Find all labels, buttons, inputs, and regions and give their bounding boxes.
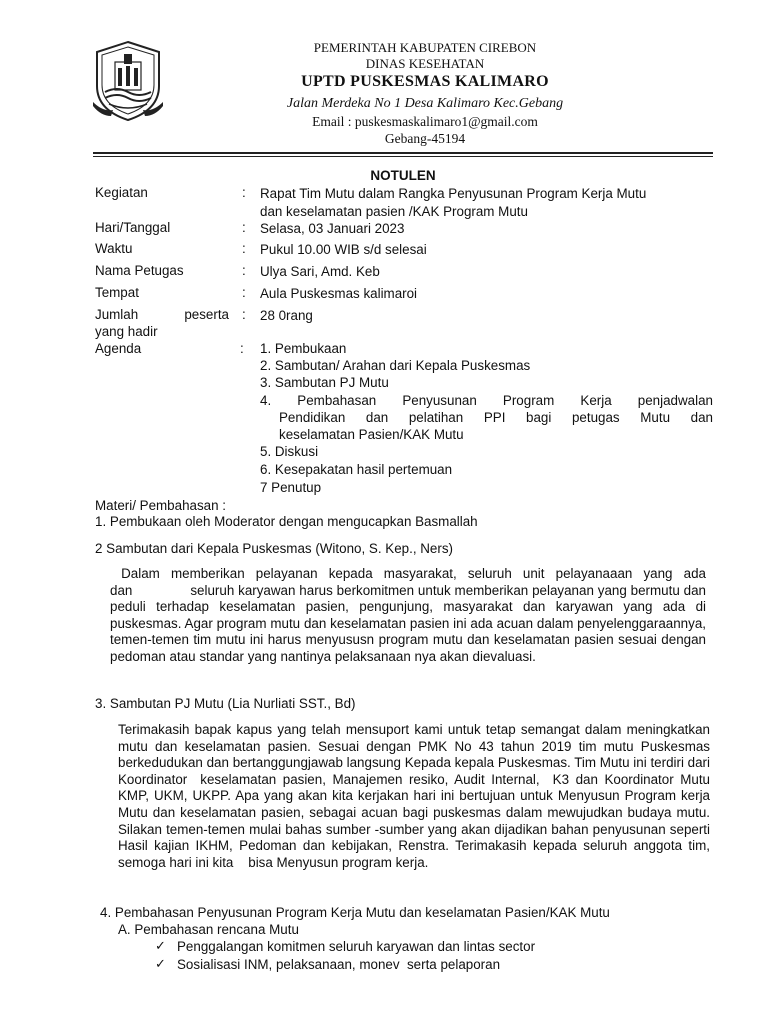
letterhead-divider-thin bbox=[93, 156, 713, 157]
materi-item-4-heading: 4. Pembahasan Penyusunan Program Kerja Mutu dan keselamatan Pasien/KAK Mutu bbox=[100, 905, 610, 920]
agenda-item-4-line2: Pendidikan dan pelatihan PPI bagi petugas Mutu dan bbox=[279, 410, 713, 425]
agenda-item-1: 1. Pembukaan bbox=[260, 341, 347, 356]
label-hari-tanggal: Hari/Tanggal bbox=[95, 220, 171, 235]
agenda-item-3: 3. Sambutan PJ Mutu bbox=[260, 375, 389, 390]
label-nama-petugas: Nama Petugas bbox=[95, 263, 184, 278]
colon: : bbox=[242, 285, 246, 300]
kabupaten-cirebon-logo bbox=[93, 40, 163, 122]
value-kegiatan-line1: Rapat Tim Mutu dalam Rangka Penyusunan Program Kerja Mutu bbox=[260, 186, 647, 201]
colon: : bbox=[242, 307, 246, 322]
agenda-item-6: 6. Kesepakatan hasil pertemuan bbox=[260, 462, 453, 477]
agenda-item-2: 2. Sambutan/ Arahan dari Kepala Puskesmas bbox=[260, 358, 531, 373]
letterhead-department: DINAS KESEHATAN bbox=[365, 56, 485, 71]
agenda-item-4-line1: 4. Pembahasan Penyusunan Program Kerja penjadwalan bbox=[260, 393, 713, 408]
materi-item-1: 1. Pembukaan oleh Moderator dengan mengucapkan Basmallah bbox=[95, 514, 478, 529]
agenda-item-5: 5. Diskusi bbox=[260, 444, 319, 459]
colon: : bbox=[242, 220, 246, 235]
value-kegiatan-line2: dan keselamatan pasien /KAK Program Mutu bbox=[260, 204, 528, 219]
letterhead-postal: Gebang-45194 bbox=[384, 131, 466, 146]
materi-item-4-subheading: A. Pembahasan rencana Mutu bbox=[118, 922, 299, 937]
label-yang-hadir: yang hadir bbox=[95, 324, 158, 339]
letterhead-email: Email : puskesmaskalimaro1@gmail.com bbox=[312, 114, 538, 129]
checklist-item-2: Sosialisasi INM, pelaksanaan, monev serta pelaporan bbox=[177, 957, 501, 972]
value-hari-tanggal: Selasa, 03 Januari 2023 bbox=[260, 221, 405, 236]
colon: : bbox=[242, 263, 246, 278]
colon: : bbox=[242, 241, 246, 256]
document-title: NOTULEN bbox=[370, 168, 436, 183]
value-waktu: Pukul 10.00 WIB s/d selesai bbox=[260, 242, 427, 257]
letterhead-divider-thick bbox=[93, 152, 713, 154]
check-icon: ✓ bbox=[155, 938, 166, 953]
label-waktu: Waktu bbox=[95, 241, 133, 256]
label-kegiatan: Kegiatan bbox=[95, 185, 148, 200]
value-nama-petugas: Ulya Sari, Amd. Keb bbox=[260, 264, 380, 279]
value-jumlah-peserta: 28 0rang bbox=[260, 308, 313, 323]
checklist-item-1: Penggalangan komitmen seluruh karyawan dan lintas sector bbox=[177, 939, 536, 954]
label-agenda: Agenda bbox=[95, 341, 142, 356]
materi-item-2-paragraph: Dalam memberikan pelayanan kepada masyarakat, seluruh unit pelayanaaan yang ada dan seluruh karyawan harus berkomitmen untuk memberikan pelayanan yang bermutu dan peduli terhadap keselamatan pasien, pengunjung, masyarakat dan karyawan yang ada di puskesmas. Agar program mutu dan keselamatan pasien ini ada acuan dalam penyelenggaraannya, temen-temen tim mutu ini harus menyususn program mutu dan keselamatan pasien sesuai dengan pedoman atau standar yang nantinya pelaksanaan nya akan dievaluasi. bbox=[110, 566, 706, 664]
materi-item-3-paragraph: Terimakasih bapak kapus yang telah mensuport kami untuk tetap semangat dalam meningkatkan mutu dan keselamatan pasien. Sesuai dengan PMK No 43 tahun 2019 tim mutu Puskesmas berkedudukan dan bertanggungjawab langsung Kepada kepala Puskesmas. Tim Mutu ini terdiri dari Koordinator keselamatan pasien, Manajemen resiko, Audit Internal, K3 dan Koordinator Mutu KMP, UKM, UKPP. Apa yang akan kita kerjakan hari ini bertujuan untuk Menyusun Program kerja Mutu dan keselamatan pasien, sebagai acuan bagi puskesmas dalam mewujudkan budaya mutu. Silakan temen-temen mulai bahas sumber -sumber yang akan dijadikan bahan penyusunan seperti Hasil kajian IKHM, Pedoman dan kebijakan, Renstra. Terimakasih kepada seluruh anggota tim, semoga hari ini kita bisa Menyusun program kerja. bbox=[118, 722, 710, 870]
letterhead-address: Jalan Merdeka No 1 Desa Kalimaro Kec.Gebang bbox=[286, 96, 564, 111]
colon: : bbox=[242, 185, 246, 200]
colon: : bbox=[240, 341, 244, 356]
materi-heading: Materi/ Pembahasan : bbox=[95, 498, 226, 513]
letterhead-government: PEMERINTAH KABUPATEN CIREBON bbox=[313, 40, 537, 55]
check-icon: ✓ bbox=[155, 956, 166, 971]
agenda-item-4-line3: keselamatan Pasien/KAK Mutu bbox=[279, 427, 464, 442]
agenda-item-7: 7 Penutup bbox=[260, 480, 322, 495]
label-tempat: Tempat bbox=[95, 285, 139, 300]
value-tempat: Aula Puskesmas kalimaroi bbox=[260, 286, 418, 301]
letterhead-institution: UPTD PUSKESMAS KALIMARO bbox=[301, 73, 549, 90]
label-jumlah-peserta: Jumlah peserta bbox=[95, 307, 229, 322]
materi-item-3-heading: 3. Sambutan PJ Mutu (Lia Nurliati SST., Bd) bbox=[95, 696, 356, 711]
materi-item-2-heading: 2 Sambutan dari Kepala Puskesmas (Witono, S. Kep., Ners) bbox=[95, 541, 453, 556]
